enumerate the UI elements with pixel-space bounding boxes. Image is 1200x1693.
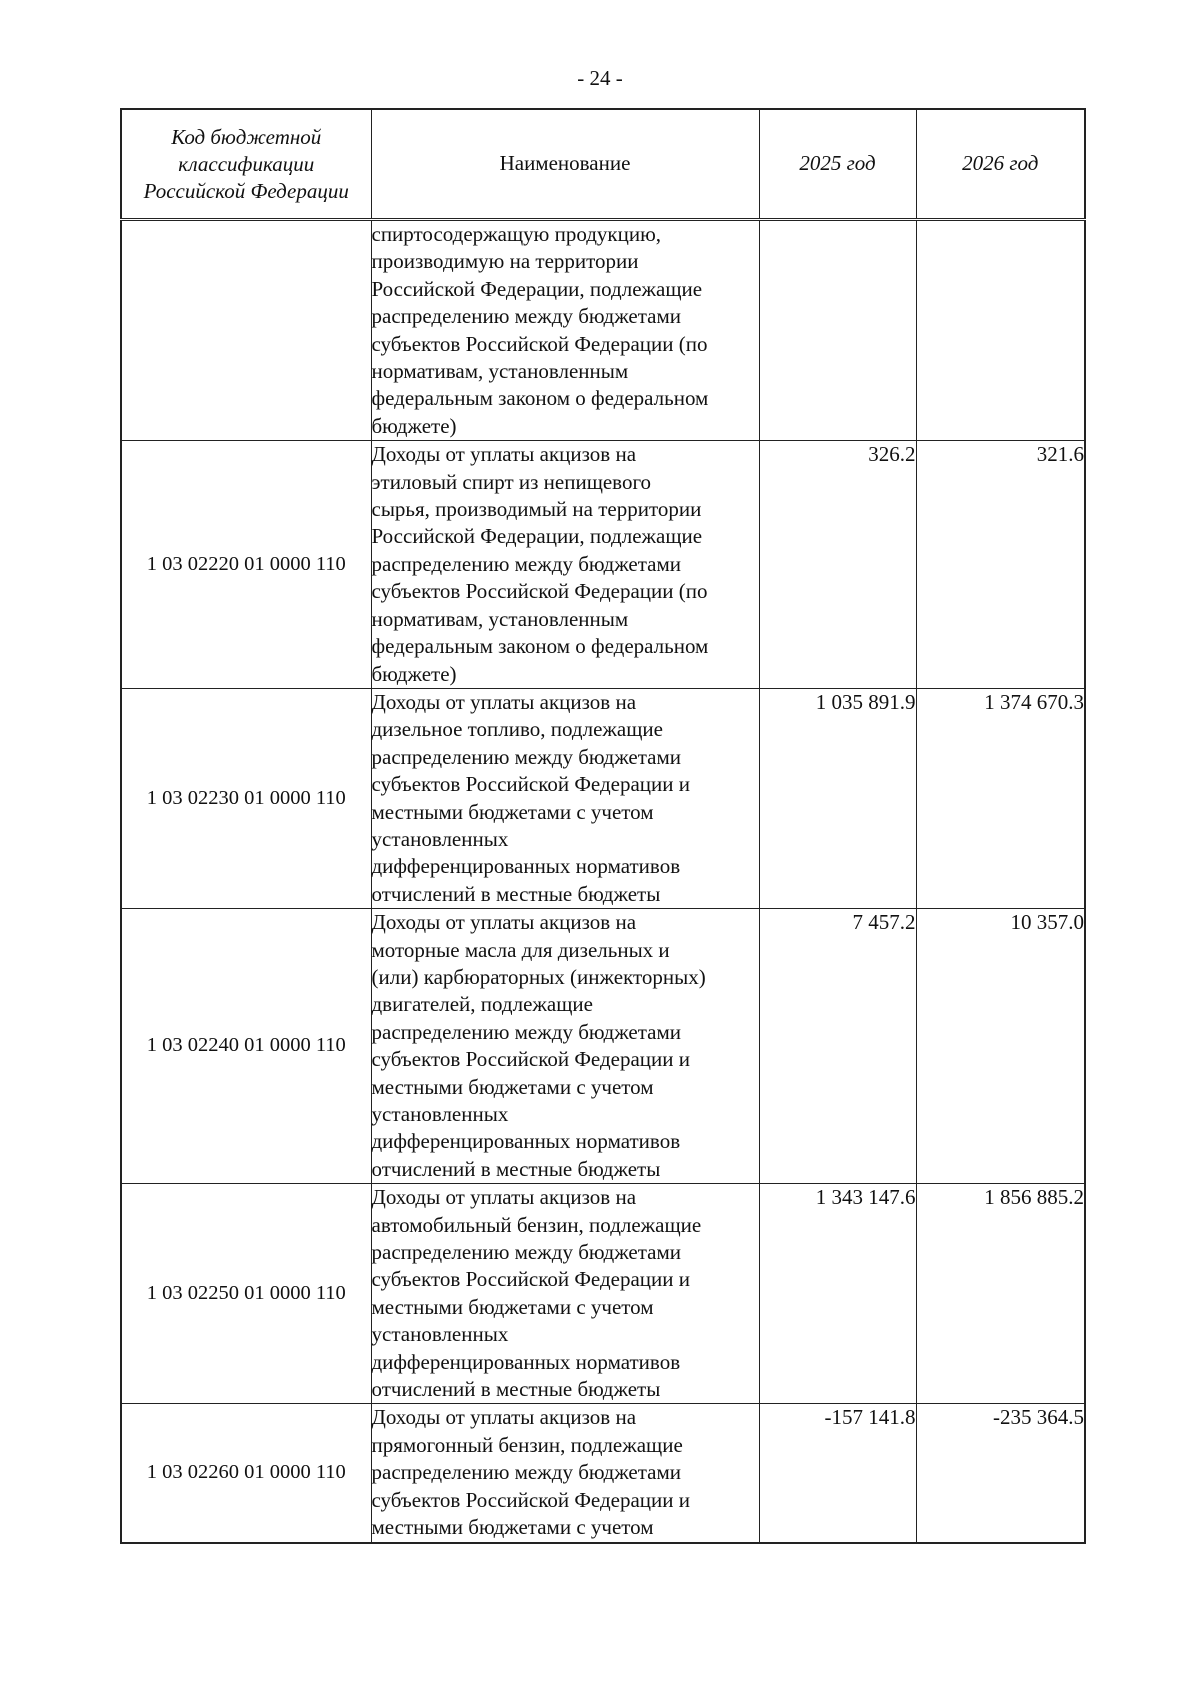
value-2025-cell: 326.2 — [759, 441, 916, 689]
value-2025-cell: -157 141.8 — [759, 1404, 916, 1543]
header-row — [121, 109, 1085, 220]
code-cell: 1 03 02250 01 0000 110 — [121, 1184, 371, 1404]
name-line: моторные масла для дизельных и — [371, 937, 670, 962]
header-code — [121, 109, 371, 220]
code-cell — [121, 220, 371, 441]
name-line: субъектов Российской Федерации и — [371, 1047, 691, 1072]
table-row — [121, 1404, 1085, 1543]
name-cell — [371, 1404, 759, 1543]
name-line: сырья, производимый на территории — [371, 497, 702, 522]
page-number: - 24 - — [577, 66, 623, 90]
name-line: субъектов Российской Федерации и — [371, 1487, 691, 1512]
name-line: распределению между бюджетами — [371, 1019, 682, 1044]
name-line: субъектов Российской Федерации (по — [371, 579, 708, 604]
name-line: субъектов Российской Федерации и — [371, 772, 691, 797]
name-line: установленных — [371, 1102, 509, 1126]
name-cell — [371, 1184, 759, 1404]
name-cell — [371, 220, 759, 441]
value-2025-cell: 1 343 147.6 — [759, 1184, 916, 1404]
name-line: дифференцированных нормативов — [371, 1129, 681, 1154]
name-line: Доходы от уплаты акцизов на — [371, 1405, 637, 1430]
name-line: субъектов Российской Федерации (по — [371, 331, 708, 356]
name-line: отчислений в местные бюджеты — [371, 1377, 661, 1402]
name-line: дифференцированных нормативов — [371, 854, 681, 879]
name-line: Российской Федерации, подлежащие — [371, 276, 703, 301]
name-cell — [371, 909, 759, 1184]
name-line: местными бюджетами с учетом — [371, 1515, 654, 1540]
table-row — [121, 441, 1085, 689]
value-2026-cell — [916, 220, 1085, 441]
name-line: бюджете) — [371, 661, 457, 686]
name-line: субъектов Российской Федерации и — [371, 1267, 691, 1292]
value-2026-cell: 10 357.0 — [916, 909, 1085, 1184]
table-row — [121, 1184, 1085, 1404]
name-line: дифференцированных нормативов — [371, 1349, 681, 1374]
table-header — [121, 109, 1085, 220]
name-line: Российской Федерации, подлежащие — [371, 524, 703, 549]
name-line: установленных — [371, 826, 509, 851]
code-cell: 1 03 02230 01 0000 110 — [121, 688, 371, 908]
name-line: местными бюджетами с учетом — [371, 1074, 654, 1099]
name-line: Доходы от уплаты акцизов на — [371, 1185, 637, 1210]
code-cell: 1 03 02260 01 0000 110 — [121, 1404, 371, 1543]
value-2025-cell: 1 035 891.9 — [759, 688, 916, 908]
name-line: автомобильный бензин, подлежащие — [371, 1212, 702, 1237]
header-code-line: Код бюджетной — [171, 124, 322, 149]
header-code-line: классификации — [178, 151, 315, 176]
name-line: прямогонный бензин, подлежащие — [371, 1432, 683, 1457]
name-line: распределению между бюджетами — [371, 1460, 682, 1485]
table-row — [121, 220, 1085, 441]
name-line: двигателей, подлежащие — [371, 992, 593, 1017]
name-line: производимую на территории — [371, 249, 639, 274]
name-line: федеральным законом о федеральном — [371, 634, 709, 659]
header-year-2025: 2025 год — [759, 109, 916, 220]
name-line: Доходы от уплаты акцизов на — [371, 689, 637, 714]
table-body — [121, 220, 1085, 1543]
budget-classification-table — [120, 108, 1086, 1544]
header-code-line: Российской Федерации — [143, 178, 349, 203]
value-2026-cell: 1 374 670.3 — [916, 688, 1085, 908]
name-line: нормативам, установленным — [371, 606, 629, 631]
name-line: отчислений в местные бюджеты — [371, 1156, 661, 1181]
code-cell: 1 03 02240 01 0000 110 — [121, 909, 371, 1184]
table-row — [121, 909, 1085, 1184]
name-line: распределению между бюджетами — [371, 1240, 682, 1265]
name-line: бюджете) — [371, 413, 457, 438]
name-line: (или) карбюраторных (инжекторных) — [371, 964, 706, 989]
code-cell: 1 03 02220 01 0000 110 — [121, 441, 371, 689]
name-line: распределению между бюджетами — [371, 551, 682, 576]
header-name: Наименование — [371, 109, 759, 220]
value-2026-cell: -235 364.5 — [916, 1404, 1085, 1543]
value-2026-cell: 1 856 885.2 — [916, 1184, 1085, 1404]
name-line: распределению между бюджетами — [371, 304, 682, 329]
name-line: местными бюджетами с учетом — [371, 799, 654, 824]
name-cell — [371, 441, 759, 689]
name-line: федеральным законом о федеральном — [371, 386, 709, 411]
name-line: отчислений в местные бюджеты — [371, 881, 661, 906]
name-line: установленных — [371, 1322, 509, 1347]
value-2025-cell — [759, 220, 916, 441]
value-2026-cell: 321.6 — [916, 441, 1085, 689]
name-line: спиртосодержащую продукцию, — [371, 222, 662, 246]
header-year-2026: 2026 год — [916, 109, 1085, 220]
name-line: дизельное топливо, подлежащие — [371, 717, 663, 742]
name-line: нормативам, установленным — [371, 359, 629, 384]
name-line: местными бюджетами с учетом — [371, 1294, 654, 1319]
name-cell — [371, 688, 759, 908]
name-line: распределению между бюджетами — [371, 744, 682, 769]
value-2025-cell: 7 457.2 — [759, 909, 916, 1184]
name-line: этиловый спирт из непищевого — [371, 469, 652, 494]
name-line: Доходы от уплаты акцизов на — [371, 442, 637, 467]
table-row — [121, 688, 1085, 908]
name-line: Доходы от уплаты акцизов на — [371, 910, 637, 935]
